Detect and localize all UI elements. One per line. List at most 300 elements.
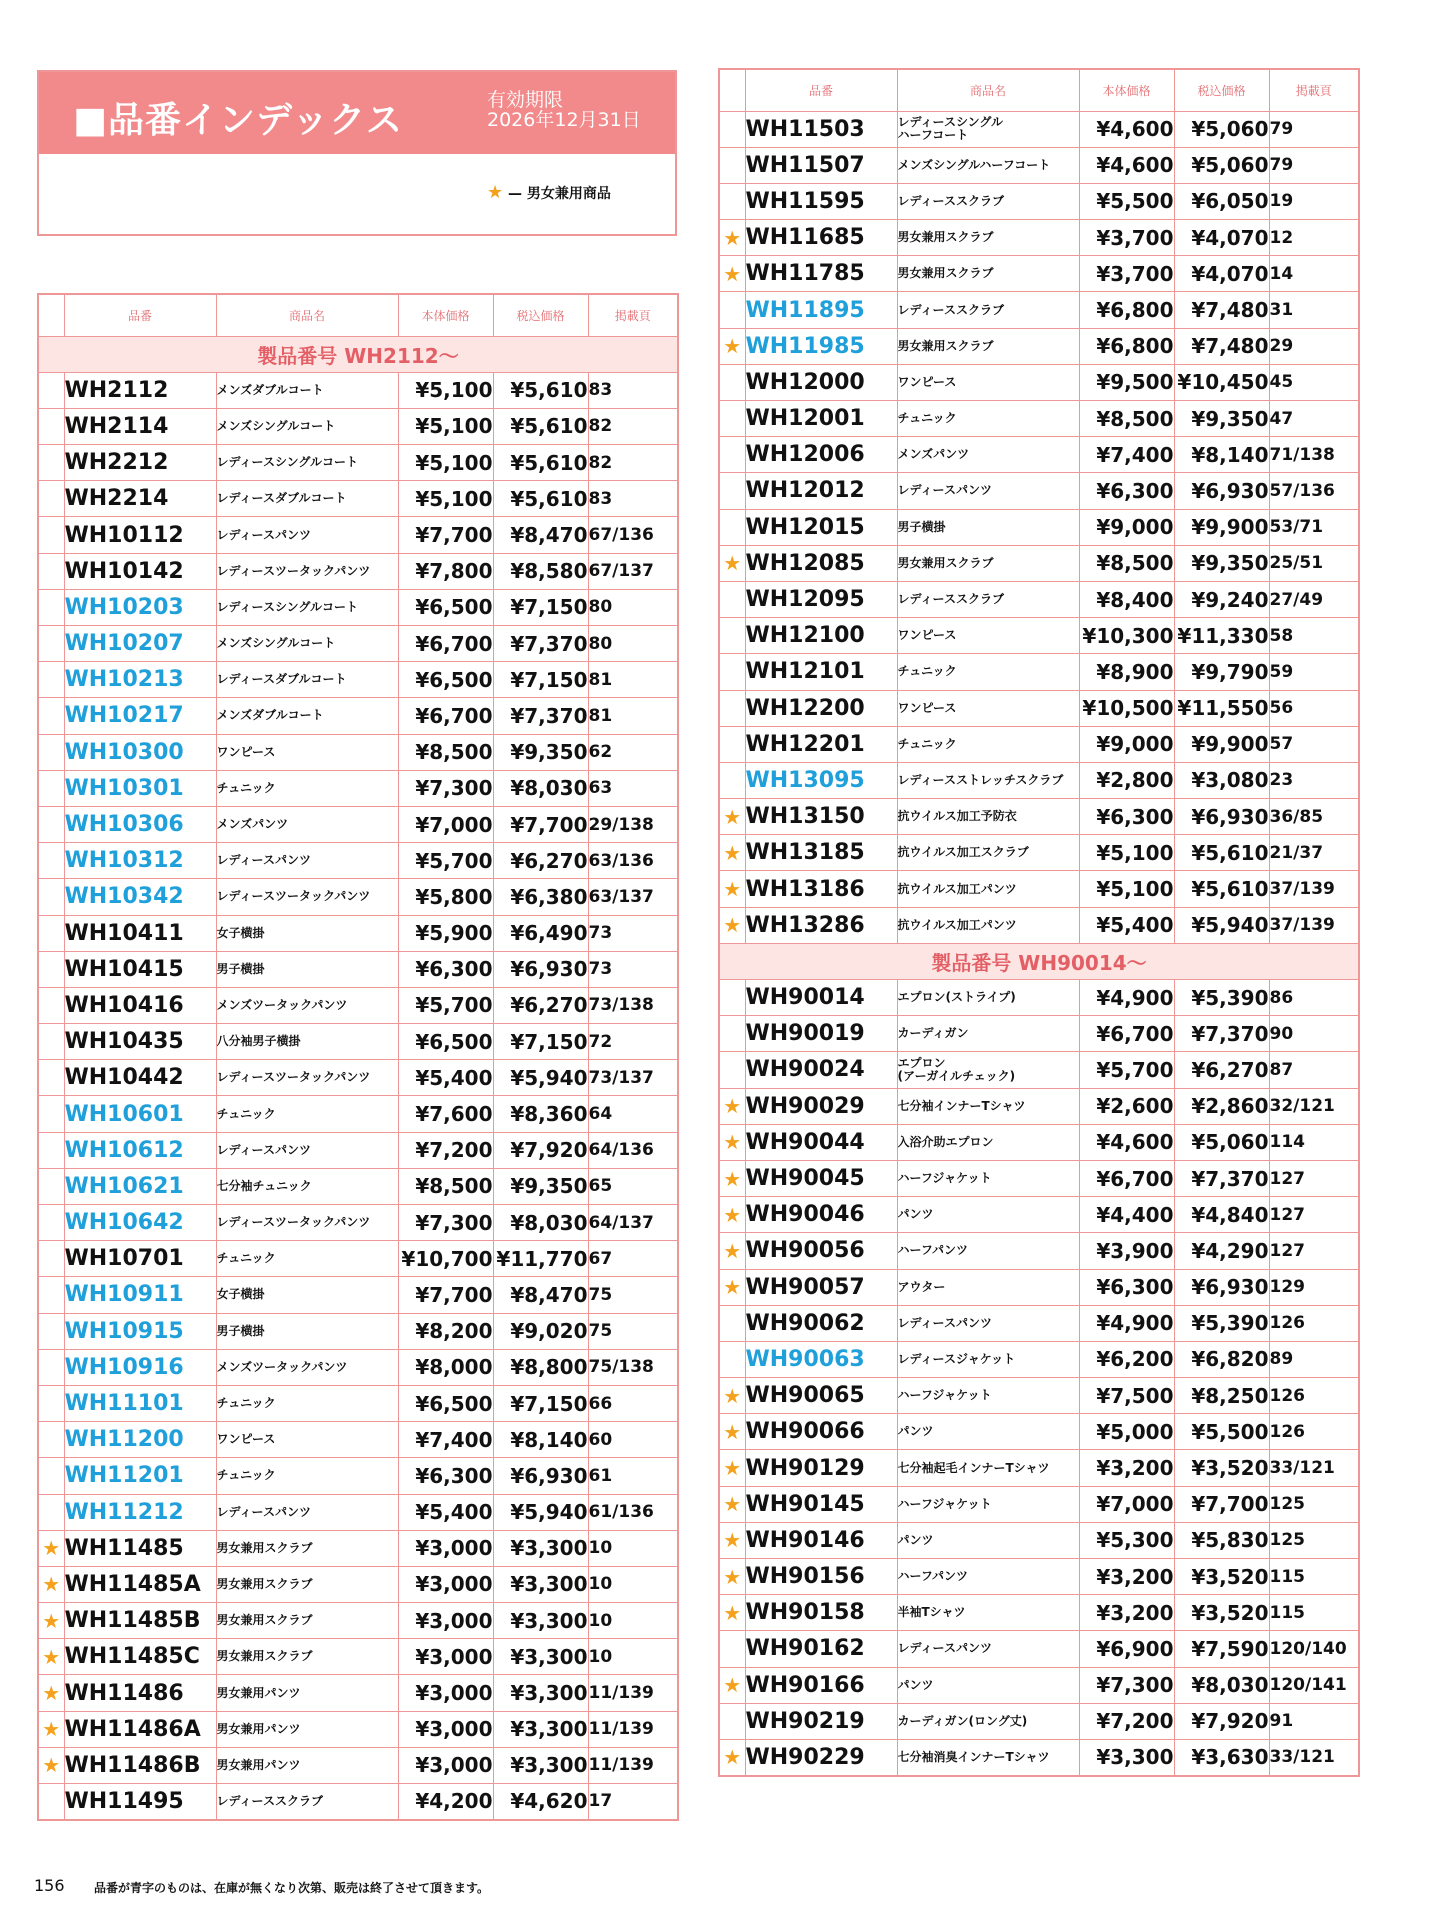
tax-included-price: ¥4,070: [1174, 220, 1269, 256]
tax-included-price: ¥6,930: [1174, 799, 1269, 835]
tax-included-price: ¥6,930: [493, 1458, 588, 1494]
product-name: レディーススクラブ: [897, 292, 1079, 328]
table-row: [38, 1639, 678, 1675]
table-row: [38, 1422, 678, 1458]
page-reference: 27/49: [1269, 581, 1359, 617]
base-price: ¥6,800: [1079, 292, 1174, 328]
table-row: [719, 1197, 1359, 1233]
base-price: ¥4,900: [1079, 980, 1174, 1016]
table-row: [719, 292, 1359, 328]
table-row: [38, 445, 678, 481]
page-reference: 80: [588, 626, 678, 662]
table-row: [719, 1486, 1359, 1522]
page-reference: 10: [588, 1639, 678, 1675]
star-column-header: [38, 294, 64, 336]
validity-block: [487, 90, 641, 130]
product-code: WH11895: [745, 292, 897, 328]
table-row: [38, 517, 678, 553]
product-name: レディースツータックパンツ: [216, 1205, 398, 1241]
tax-included-price: ¥8,580: [493, 553, 588, 589]
base-price: ¥6,700: [398, 626, 493, 662]
table-row: [38, 1313, 678, 1349]
product-code: WH90056: [745, 1233, 897, 1269]
product-name: レディースパンツ: [216, 517, 398, 553]
tax-included-price: ¥7,700: [493, 806, 588, 842]
unisex-star-icon: [38, 698, 64, 734]
product-name: 男女兼用スクラブ: [897, 256, 1079, 292]
unisex-star-icon: ★: [38, 1711, 64, 1747]
table-row: [38, 879, 678, 915]
unisex-star-icon: ★: [719, 1667, 745, 1703]
base-price: ¥3,000: [398, 1530, 493, 1566]
product-name: 入浴介助エプロン: [897, 1124, 1079, 1160]
product-code: WH90162: [745, 1631, 897, 1667]
unisex-star-icon: ★: [719, 907, 745, 943]
unisex-star-icon: [38, 734, 64, 770]
section-title: 製品番号 WH2112〜: [38, 336, 678, 372]
product-name: 抗ウイルス加工スクラブ: [897, 835, 1079, 871]
product-code: WH10916: [64, 1349, 216, 1385]
table-header-row: [38, 294, 678, 336]
product-code: WH90024: [745, 1052, 897, 1088]
product-name: 抗ウイルス加工予防衣: [897, 799, 1079, 835]
unisex-star-icon: [38, 843, 64, 879]
unisex-star-icon: ★: [719, 871, 745, 907]
unisex-star-icon: [719, 401, 745, 437]
tax-included-price: ¥6,050: [1174, 183, 1269, 219]
product-name: チュニック: [897, 726, 1079, 762]
tax-included-price: ¥7,480: [1174, 328, 1269, 364]
product-code: WH12101: [745, 654, 897, 690]
base-price: ¥8,900: [1079, 654, 1174, 690]
product-code: WH12015: [745, 509, 897, 545]
table-row: [38, 1060, 678, 1096]
tax-included-price: ¥5,060: [1174, 1124, 1269, 1160]
product-name: レディースシングルコート: [216, 445, 398, 481]
product-code: WH11595: [745, 183, 897, 219]
page-reference: 73/137: [588, 1060, 678, 1096]
product-code: WH2112: [64, 372, 216, 408]
product-code: WH90156: [745, 1559, 897, 1595]
base-price: ¥5,700: [398, 843, 493, 879]
base-price: ¥3,700: [1079, 220, 1174, 256]
page-title: ■品番インデックス: [73, 100, 403, 141]
base-price: ¥3,000: [398, 1603, 493, 1639]
tax-included-price: ¥3,300: [493, 1747, 588, 1783]
tax-included-price: ¥11,770: [493, 1241, 588, 1277]
table-row: [719, 256, 1359, 292]
tax-included-price: ¥2,860: [1174, 1088, 1269, 1124]
tax-included-price: ¥3,300: [493, 1530, 588, 1566]
product-name: ワンピース: [897, 690, 1079, 726]
table-row: [719, 799, 1359, 835]
legend: [487, 182, 611, 203]
product-code: WH11785: [745, 256, 897, 292]
base-price: ¥7,300: [1079, 1667, 1174, 1703]
base-price: ¥10,700: [398, 1241, 493, 1277]
base-price: ¥4,600: [1079, 147, 1174, 183]
table-row: [719, 147, 1359, 183]
page-reference: 11/139: [588, 1711, 678, 1747]
product-name: エプロン(ストライプ): [897, 980, 1079, 1016]
product-code: WH90044: [745, 1124, 897, 1160]
unisex-star-icon: [38, 1241, 64, 1277]
table-row: [719, 1160, 1359, 1196]
product-name: ハーフジャケット: [897, 1486, 1079, 1522]
product-code: WH10435: [64, 1024, 216, 1060]
page-reference: 23: [1269, 762, 1359, 798]
page-reference: 126: [1269, 1378, 1359, 1414]
unisex-star-icon: [38, 1422, 64, 1458]
base-price: ¥10,500: [1079, 690, 1174, 726]
unisex-star-icon: [38, 408, 64, 444]
page-reference: 12: [1269, 220, 1359, 256]
table-row: [38, 1566, 678, 1602]
product-name: メンズパンツ: [216, 806, 398, 842]
page-reference: 127: [1269, 1160, 1359, 1196]
table-row: [719, 581, 1359, 617]
product-name: メンズダブルコート: [216, 698, 398, 734]
tax-included-price: ¥5,060: [1174, 147, 1269, 183]
unisex-star-icon: [719, 762, 745, 798]
page-reference: 120/141: [1269, 1667, 1359, 1703]
base-price: ¥9,000: [1079, 726, 1174, 762]
tax-included-price: ¥9,900: [1174, 726, 1269, 762]
table-row: [719, 1016, 1359, 1052]
unisex-star-icon: ★: [719, 1378, 745, 1414]
base-price: ¥7,600: [398, 1096, 493, 1132]
base-price: ¥3,000: [398, 1566, 493, 1602]
unisex-star-icon: [38, 1494, 64, 1530]
table-row: [719, 1450, 1359, 1486]
tax-included-price: ¥7,370: [1174, 1016, 1269, 1052]
base-price: ¥4,200: [398, 1784, 493, 1820]
base-price: ¥3,000: [398, 1747, 493, 1783]
product-name: 男子横掛: [897, 509, 1079, 545]
tax-included-price: ¥6,380: [493, 879, 588, 915]
unisex-star-icon: [38, 445, 64, 481]
base-price: ¥6,300: [398, 951, 493, 987]
base-price: ¥8,400: [1079, 581, 1174, 617]
table-row: [38, 1603, 678, 1639]
unisex-star-icon: [38, 987, 64, 1023]
product-name: ハーフジャケット: [897, 1160, 1079, 1196]
page-number: 156: [34, 1876, 65, 1895]
page-reference: 36/85: [1269, 799, 1359, 835]
index-header: [37, 70, 677, 236]
unisex-star-icon: [38, 806, 64, 842]
product-code: WH12201: [745, 726, 897, 762]
tax-included-price: ¥7,920: [493, 1132, 588, 1168]
page-reference: 115: [1269, 1559, 1359, 1595]
product-code: WH11495: [64, 1784, 216, 1820]
unisex-star-icon: [719, 618, 745, 654]
product-code: WH11507: [745, 147, 897, 183]
table-row: [38, 734, 678, 770]
product-code: WH11685: [745, 220, 897, 256]
base-price: ¥3,000: [398, 1675, 493, 1711]
product-code: WH10217: [64, 698, 216, 734]
star-column-header: [719, 69, 745, 111]
page-reference: 56: [1269, 690, 1359, 726]
tax-included-price: ¥5,610: [493, 372, 588, 408]
unisex-star-icon: ★: [719, 799, 745, 835]
product-code: WH90062: [745, 1305, 897, 1341]
product-name: チュニック: [897, 401, 1079, 437]
table-row: [719, 762, 1359, 798]
table-row: [38, 1024, 678, 1060]
product-code: WH10442: [64, 1060, 216, 1096]
product-name: ハーフジャケット: [897, 1378, 1079, 1414]
base-price: ¥5,100: [1079, 835, 1174, 871]
unisex-star-icon: [719, 437, 745, 473]
tax-included-price: ¥7,150: [493, 662, 588, 698]
page-reference: 120/140: [1269, 1631, 1359, 1667]
page-reference: 73: [588, 915, 678, 951]
unisex-star-icon: ★: [719, 1595, 745, 1631]
unisex-star-icon: [719, 183, 745, 219]
page-reference: 33/121: [1269, 1739, 1359, 1775]
unisex-star-icon: ★: [38, 1639, 64, 1675]
unisex-star-icon: ★: [719, 256, 745, 292]
product-name: 男女兼用スクラブ: [216, 1530, 398, 1566]
product-code: WH90057: [745, 1269, 897, 1305]
tax-included-price: ¥3,300: [493, 1711, 588, 1747]
base-price: ¥6,900: [1079, 1631, 1174, 1667]
column-header: 品番: [64, 294, 216, 336]
page-reference: 89: [1269, 1341, 1359, 1377]
table-row: [719, 654, 1359, 690]
tax-included-price: ¥3,080: [1174, 762, 1269, 798]
tax-included-price: ¥5,940: [1174, 907, 1269, 943]
product-code: WH90129: [745, 1450, 897, 1486]
base-price: ¥7,200: [398, 1132, 493, 1168]
tax-included-price: ¥7,920: [1174, 1703, 1269, 1739]
product-code: WH13286: [745, 907, 897, 943]
tax-included-price: ¥7,150: [493, 1385, 588, 1421]
product-name: レディースパンツ: [216, 843, 398, 879]
tax-included-price: ¥6,930: [1174, 473, 1269, 509]
unisex-star-icon: [38, 1277, 64, 1313]
tax-included-price: ¥9,020: [493, 1313, 588, 1349]
tax-included-price: ¥3,630: [1174, 1739, 1269, 1775]
product-name: ワンピース: [897, 364, 1079, 400]
product-code: WH11201: [64, 1458, 216, 1494]
product-code: WH12006: [745, 437, 897, 473]
product-code: WH10203: [64, 589, 216, 625]
page-reference: 64: [588, 1096, 678, 1132]
tax-included-price: ¥9,900: [1174, 509, 1269, 545]
unisex-star-icon: [38, 1784, 64, 1820]
product-code: WH12012: [745, 473, 897, 509]
base-price: ¥6,200: [1079, 1341, 1174, 1377]
column-header: 掲載頁: [588, 294, 678, 336]
table-row: [719, 364, 1359, 400]
base-price: ¥6,300: [398, 1458, 493, 1494]
product-code: WH12100: [745, 618, 897, 654]
table-row: [38, 1277, 678, 1313]
table-row: [38, 770, 678, 806]
product-name: チュニック: [216, 1096, 398, 1132]
page-reference: 67: [588, 1241, 678, 1277]
unisex-star-icon: [719, 1341, 745, 1377]
table-row: [719, 1559, 1359, 1595]
product-name: ワンピース: [216, 734, 398, 770]
tax-included-price: ¥4,290: [1174, 1233, 1269, 1269]
unisex-star-icon: [719, 1631, 745, 1667]
table-row: [719, 871, 1359, 907]
unisex-star-icon: [38, 1060, 64, 1096]
base-price: ¥6,700: [398, 698, 493, 734]
product-name: 男女兼用パンツ: [216, 1675, 398, 1711]
unisex-star-icon: ★: [719, 545, 745, 581]
unisex-star-icon: [719, 473, 745, 509]
base-price: ¥4,400: [1079, 1197, 1174, 1233]
star-icon: ★: [487, 182, 504, 203]
product-code: WH10213: [64, 662, 216, 698]
base-price: ¥8,500: [1079, 545, 1174, 581]
table-row: [719, 835, 1359, 871]
table-row: [719, 1088, 1359, 1124]
base-price: ¥6,300: [1079, 799, 1174, 835]
column-header: 品番: [745, 69, 897, 111]
product-name: レディースジャケット: [897, 1341, 1079, 1377]
base-price: ¥6,300: [1079, 1269, 1174, 1305]
column-header: 商品名: [216, 294, 398, 336]
page-reference: 73/138: [588, 987, 678, 1023]
product-code: WH11200: [64, 1422, 216, 1458]
page-reference: 67/137: [588, 553, 678, 589]
page-reference: 83: [588, 372, 678, 408]
unisex-star-icon: [38, 951, 64, 987]
product-name: 男女兼用スクラブ: [897, 545, 1079, 581]
tax-included-price: ¥6,930: [1174, 1269, 1269, 1305]
tax-included-price: ¥7,590: [1174, 1631, 1269, 1667]
page-reference: 57: [1269, 726, 1359, 762]
page-reference: 11/139: [588, 1675, 678, 1711]
base-price: ¥5,400: [1079, 907, 1174, 943]
product-code: WH90045: [745, 1160, 897, 1196]
column-header: 掲載頁: [1269, 69, 1359, 111]
unisex-star-icon: [719, 1305, 745, 1341]
base-price: ¥3,900: [1079, 1233, 1174, 1269]
tax-included-price: ¥3,300: [493, 1603, 588, 1639]
page-reference: 57/136: [1269, 473, 1359, 509]
table-row: [38, 1205, 678, 1241]
page-reference: 25/51: [1269, 545, 1359, 581]
tax-included-price: ¥6,490: [493, 915, 588, 951]
base-price: ¥5,000: [1079, 1414, 1174, 1450]
column-header: 税込価格: [493, 294, 588, 336]
page-reference: 60: [588, 1422, 678, 1458]
table-row: [719, 111, 1359, 147]
page-reference: 66: [588, 1385, 678, 1421]
product-name: レディーススクラブ: [216, 1784, 398, 1820]
page-reference: 125: [1269, 1486, 1359, 1522]
product-name: 女子横掛: [216, 915, 398, 951]
product-name: レディースダブルコート: [216, 481, 398, 517]
product-code: WH11101: [64, 1385, 216, 1421]
base-price: ¥5,100: [398, 481, 493, 517]
page-reference: 45: [1269, 364, 1359, 400]
unisex-star-icon: ★: [719, 1124, 745, 1160]
product-name: レディースストレッチスクラブ: [897, 762, 1079, 798]
page-reference: 75/138: [588, 1349, 678, 1385]
page-reference: 64/137: [588, 1205, 678, 1241]
tax-included-price: ¥5,060: [1174, 111, 1269, 147]
product-code: WH12000: [745, 364, 897, 400]
page-reference: 91: [1269, 1703, 1359, 1739]
product-code: WH10342: [64, 879, 216, 915]
product-name: 男女兼用スクラブ: [897, 220, 1079, 256]
section-header-row: [38, 336, 678, 372]
base-price: ¥7,700: [398, 517, 493, 553]
product-code: WH11485: [64, 1530, 216, 1566]
page-reference: 37/139: [1269, 871, 1359, 907]
product-code: WH90065: [745, 1378, 897, 1414]
product-code: WH90219: [745, 1703, 897, 1739]
page-reference: 62: [588, 734, 678, 770]
tax-included-price: ¥8,360: [493, 1096, 588, 1132]
table-row: [38, 987, 678, 1023]
base-price: ¥7,400: [398, 1422, 493, 1458]
tax-included-price: ¥5,610: [493, 445, 588, 481]
unisex-star-icon: [719, 111, 745, 147]
page-reference: 31: [1269, 292, 1359, 328]
page-reference: 10: [588, 1566, 678, 1602]
product-code: WH10142: [64, 553, 216, 589]
product-name: 七分袖消臭インナーTシャツ: [897, 1739, 1079, 1775]
tax-included-price: ¥9,350: [493, 1168, 588, 1204]
table-row: [38, 1530, 678, 1566]
product-code: WH90158: [745, 1595, 897, 1631]
product-code: WH13185: [745, 835, 897, 871]
base-price: ¥5,800: [398, 879, 493, 915]
base-price: ¥7,700: [398, 1277, 493, 1313]
base-price: ¥3,000: [398, 1711, 493, 1747]
product-code: WH10915: [64, 1313, 216, 1349]
product-name: レディーススクラブ: [897, 183, 1079, 219]
product-code: WH2214: [64, 481, 216, 517]
index-table-left: [37, 293, 679, 1821]
page-reference: 63/137: [588, 879, 678, 915]
table-row: [38, 915, 678, 951]
tax-included-price: ¥5,390: [1174, 980, 1269, 1016]
page-reference: 19: [1269, 183, 1359, 219]
table-row: [38, 1385, 678, 1421]
product-code: WH10300: [64, 734, 216, 770]
product-code: WH11486: [64, 1675, 216, 1711]
unisex-star-icon: ★: [719, 220, 745, 256]
product-name: エプロン (アーガイルチェック): [897, 1052, 1079, 1088]
table-row: [719, 1667, 1359, 1703]
unisex-star-icon: [38, 481, 64, 517]
page-reference: 59: [1269, 654, 1359, 690]
page-reference: 75: [588, 1313, 678, 1349]
table-row: [719, 220, 1359, 256]
table-row: [719, 1233, 1359, 1269]
page-reference: 63: [588, 770, 678, 806]
tax-included-price: ¥8,250: [1174, 1378, 1269, 1414]
table-row: [38, 951, 678, 987]
product-code: WH2114: [64, 408, 216, 444]
column-header: 商品名: [897, 69, 1079, 111]
unisex-star-icon: [719, 364, 745, 400]
unisex-star-icon: [719, 1052, 745, 1088]
product-code: WH10612: [64, 1132, 216, 1168]
tax-included-price: ¥8,470: [493, 517, 588, 553]
base-price: ¥6,300: [1079, 473, 1174, 509]
